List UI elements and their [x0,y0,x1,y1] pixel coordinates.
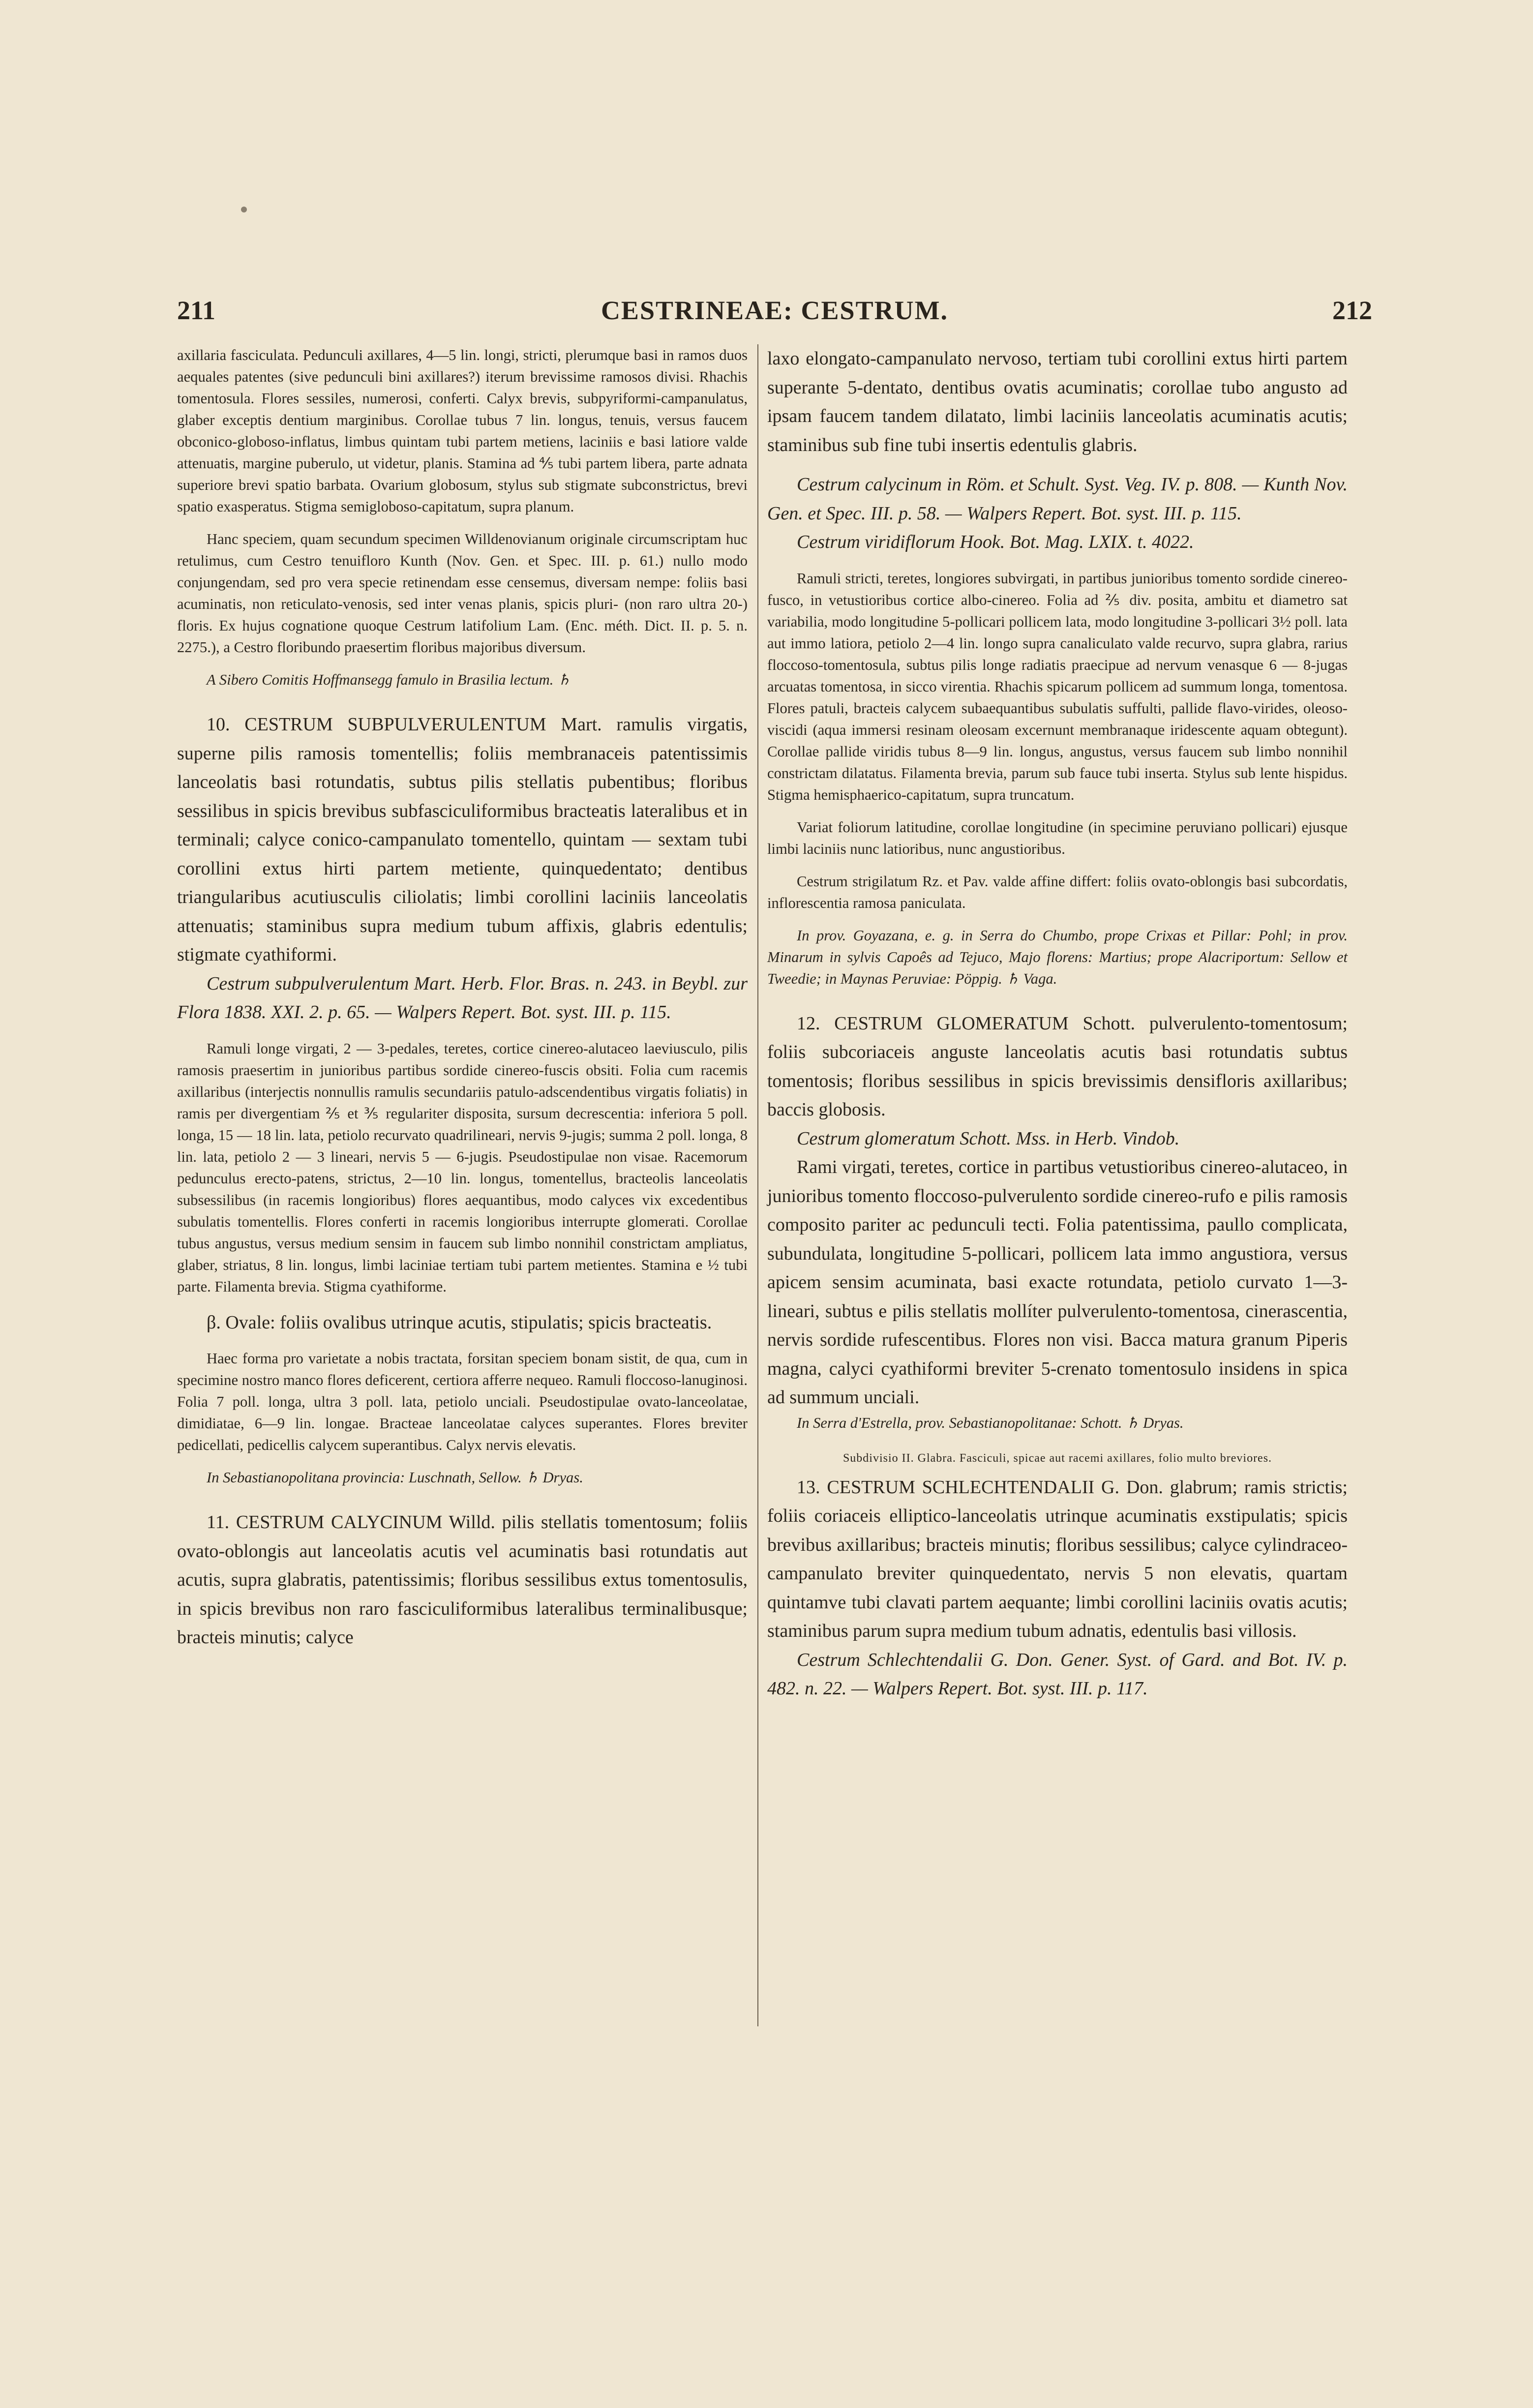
page-number-left: 211 [177,296,216,325]
left-column-paragraph: 10. CESTRUM SUBPULVERULENTUM Mart. ramulis virgatis, superne pilis ramosis tomentellis; foliis membranaceis patentissimis lanceolatis basi rotundatis, subtus pilis stellatis pubentibus; floribus sessilibus in spicis brevibus subfasciculiformibus bracteatis lateralibus et in terminali; calyce conico-campanulato tomentello, quintam — sextam tubi corollini extus hirti partem metiente, quinquedentato; dentibus triangularibus acutiusculis ciliolatis; limbi corollini laciniis lanceolatis attenuatis; staminibus supra medium tubum affixis, glabris edentulis; stigmate cyathiformi. [177,714,748,965]
right-column-paragraph: In prov. Goyazana, e. g. in Serra do Chumbo, prope Crixas et Pillar: Pohl; in prov. Minarum in sylvis Capoês ad Tejuco, Majo florens: Martius; prope Alacriportum: Sellow et Tweedie; in Maynas Peruviae: Pöppig. ♄ Vaga. [767,927,1348,987]
left-column-paragraph: axillaria fasciculata. Pedunculi axillares, 4—5 lin. longi, stricti, plerumque basi in ramos duos aequales patentes (sive pedunculi bini axillares?) iterum brevissime ramosos divisi. Rhachis tomentosula. Flores sessiles, numerosi, conferti. Calyx brevis, subpyriformi-campanulatus, glaber exceptis dentium marginibus. Corollae tubus 7 lin. longus, tenuis, versus faucem obconico-globoso-inflatus, limbus quintam tubi partem metiens, laciniis e basi latiore valde attenuatis, margine puberulo, ut videtur, planis. Stamina ad ⅘ tubi partem libera, parte adnata superiore brevi spatio barbata. Ovarium globosum, stylus sub stigmate subconstrictus, brevi spatio exasperatus. Stigma semigloboso-capitatum, supra planum. [177,347,748,515]
left-column-paragraph: 11. CESTRUM CALYCINUM Willd. pilis stellatis tomentosum; foliis ovato-oblongis aut lanceolatis acutis vel acuminatis basi rotundatis aut acutis, supra glabratis, patentissimis; floribus sessilibus extus tomentosulis, in spicis brevibus non raro fasciculiformibus lateralibus terminalibusque; bracteis minutis; calyce [177,1512,748,1648]
left-column [177,344,748,1652]
left-column-paragraph: Hanc speciem, quam secundum specimen Willdenovianum originale circumscriptam huc retulimus, cum Cestro tenuifloro Kunth (Nov. Gen. et Spec. III. p. 61.) nullo modo conjungendam, sed pro vera specie retinendam esse censemus, diversam nempe: foliis basi acuminatis, non reticulato-venosis, sed inter venas planis, spicis pluri- (non raro ultra 20-) floris. Ex hujus cognatione quoque Cestrum latifolium Lam. (Enc. méth. Dict. II. p. 5. n. 2275.), a Cestro floribundo praesertim floribus majoribus diversum. [177,531,748,656]
left-column-paragraph: Haec forma pro varietate a nobis tractata, forsitan speciem bonam sistit, de qua, cum in specimine nostro manco flores deficerent, certiora afferre nequeo. Ramuli floccoso-lanuginosi. Folia 7 poll. longa, ultra 3 poll. lata, petiolo unciali. Pseudostipulae ovato-lanceolatae, dimidiatae, 6—9 lin. longae. Bracteae lanceolatae calyces superantes. Flores breviter pedicellati, pedicellis calycem superantibus. Calyx nervis elevatis. [177,1350,748,1453]
left-column-paragraph: A Sibero Comitis Hoffmansegg famulo in Brasilia lectum. ♄ [207,671,571,688]
left-column-paragraph: β. Ovale: foliis ovalibus utrinque acutis, stipulatis; spicis bracteatis. [207,1312,712,1333]
right-column-paragraph: Cestrum strigilatum Rz. et Pav. valde affine differt: foliis ovato-oblongis basi subcordatis, inflorescentia ramosa paniculata. [767,873,1348,911]
left-column-paragraph: Ramuli longe virgati, 2 — 3-pedales, teretes, cortice cinereo-alutaceo laeviusculo, pilis ramosis praesertim in junioribus partibus sordide cinereo-fuscis obsiti. Folia cum racemis axillaribus (interjectis nonnullis ramulis secundariis patulo-adscendentibus virgatis foliatis) in ramis per divergentiam ⅖ et ⅗ regulariter disposita, sursum decrescentia: inferiora 5 poll. longa, 15 — 18 lin. lata, petiolo recurvato quadrilineari, nervis 9-jugis; summa 2 poll. longa, 8 lin. lata, petiolo 2 — 3 lineari, nervis 5 — 6-jugis. Pseudostipulae non visae. Racemorum pedunculus erecto-patens, strictus, 2—10 lin. longus, tomentellus, bracteolis lanceolatis subsessilibus (in racemis longioribus) flores aequantibus, modo calyces vix excedentibus subulatis tomentellis. Flores conferti in racemis longioribus interrupte glomerati. Corollae tubus angustus, versus medium sensim in faucem sub limbo nonnihil constrictam ampliatus, glaber, striatus, 8 lin. longus, limbi laciniae tertiam tubi partem metientes. Stamina e ½ tubi parte. Filamenta brevia. Stigma cyathiforme. [177,1040,748,1295]
right-column-paragraph: 12. CESTRUM GLOMERATUM Schott. pulverulento-tomentosum; foliis subcoriaceis anguste lanceolatis acutis basi rotundatis subtus tomentosis; floribus sessilibus in spicis brevissimis densifloris axillaribus; baccis globosis. [767,1013,1348,1120]
left-column-paragraph: Cestrum subpulverulentum Mart. Herb. Flor. Bras. n. 243. in Beybl. zur Flora 1838. XXI. 2. p. 65. — Walpers Repert. Bot. syst. III. p. 115. [177,973,748,1023]
page-speck [241,207,247,212]
right-column [767,344,1348,1703]
right-column-paragraph: Rami virgati, teretes, cortice in partibus vetustioribus cinereo-alutaceo, in junioribus tomento floccoso-pulverulento sordide cinereo-rufo e pilis ramosis composito pariter ac pedunculi tecti. Folia patentissima, paullo complicata, subundulata, longitudine 5-pollicari, pollicem lata immo angustiora, versus apicem sensim acuminata, basi exacte rotundata, petiolo curvato 1—3-lineari, subtus e pilis stellatis mollíter pulverulento-tomentosa, cinerascentia, nervis sordide rufescentibus. Flores non visi. Bacca matura granum Piperis magna, calyci cyathiformi breviter 5-crenato tomentosulo insidens in spica ad summum unciali. [767,1157,1348,1408]
running-header [177,295,1372,330]
right-column-paragraph: Variat foliorum latitudine, corollae longitudine (in specimine peruviano pollicari) ejusque limbi laciniis nunc latioribus, nunc angustioribus. [767,818,1348,857]
left-column-paragraph: In Sebastianopolitana provincia: Luschnath, Sellow. ♄ Dryas. [207,1469,583,1486]
right-column-paragraph: Cestrum viridiflorum Hook. Bot. Mag. LXIX. t. 4022. [797,532,1194,552]
right-column-paragraph: laxo elongato-campanulato nervoso, tertiam tubi corollini extus hirti partem superante 5-dentato, dentibus ovatis acuminatis; corollae tubo angusto ad ipsam faucem tandem dilatato, limbi laciniis lanceolatis acuminatis acutis; staminibus sub fine tubi insertis edentulis glabris. [767,348,1348,455]
right-column-paragraph: Ramuli stricti, teretes, longiores subvirgati, in partibus junioribus tomento sordide cinereo-fusco, in vetustioribus cortice albo-cinereo. Folia ad ⅖ div. posita, ambitu et diametro sat variabilia, modo longitudine 5-pollicari pollicem lata, modo longitudine 3-pollicari 3½ poll. lata aut immo latiora, petiolo 2—4 lin. longo supra canaliculato valde recurvo, supra glabra, rarius floccoso-tomentosula, subtus pilis longe radiatis praecipue ad nervum venasque 6 — 8-jugas arcuatas tomentosa, in sicco virentia. Rhachis spicarum pollicem ad summum longa, tomentosa. Flores patuli, bracteis calycem subaequantibus subulatis suffulti, pallide flavo-virides, oleoso-viscidi (aqua immersi resinam oleosam excernunt membranaque iridescente aquam obtegunt). Corollae pallide viridis tubus 8—9 lin. longus, angustus, versus faucem sub limbo nonnihil constrictam dilatatus. Filamenta brevia, parum sub fauce tubi inserta. Stylus sub lente hispidus. Stigma hemisphaerico-capitatum, supra truncatum. [767,570,1348,803]
running-title: CESTRINEAE: CESTRUM. [601,296,949,325]
right-column-paragraph: In Serra d'Estrella, prov. Sebastianopolitanae: Schott. ♄ Dryas. [797,1414,1184,1431]
column-divider [757,344,758,2026]
right-column-paragraph: Cestrum glomeratum Schott. Mss. in Herb. Vindob. [797,1128,1180,1149]
right-column-paragraph: Subdivisio II. Glabra. Fasciculi, spicae aut racemi axillares, folio multo breviores. [842,1451,1272,1465]
right-column-paragraph: Cestrum Schlechtendalii G. Don. Gener. Syst. of Gard. and Bot. IV. p. 482. n. 22. — Walpers Repert. Bot. syst. III. p. 117. [767,1649,1348,1699]
page-number-right: 212 [1332,296,1372,325]
right-column-paragraph: Cestrum calycinum in Röm. et Schult. Syst. Veg. IV. p. 808. — Kunth Nov. Gen. et Spec. III. p. 58. — Walpers Repert. Bot. syst. III. p. 115. [767,474,1348,524]
right-column-paragraph: 13. CESTRUM SCHLECHTENDALII G. Don. glabrum; ramis strictis; foliis coriaceis elliptico-lanceolatis utrinque acuminatis exstipulatis; spicis brevibus axillaribus; bracteis minutis; floribus sessilibus; calyce cylindraceo-campanulato breviter quinquedentato, nervis 5 non elevatis, quartam quintamve tubi clavati partem aequante; limbi corollini laciniis ovatis acutis; staminibus parum supra medium tubum adnatis, edentulis basi villosis. [767,1476,1348,1641]
